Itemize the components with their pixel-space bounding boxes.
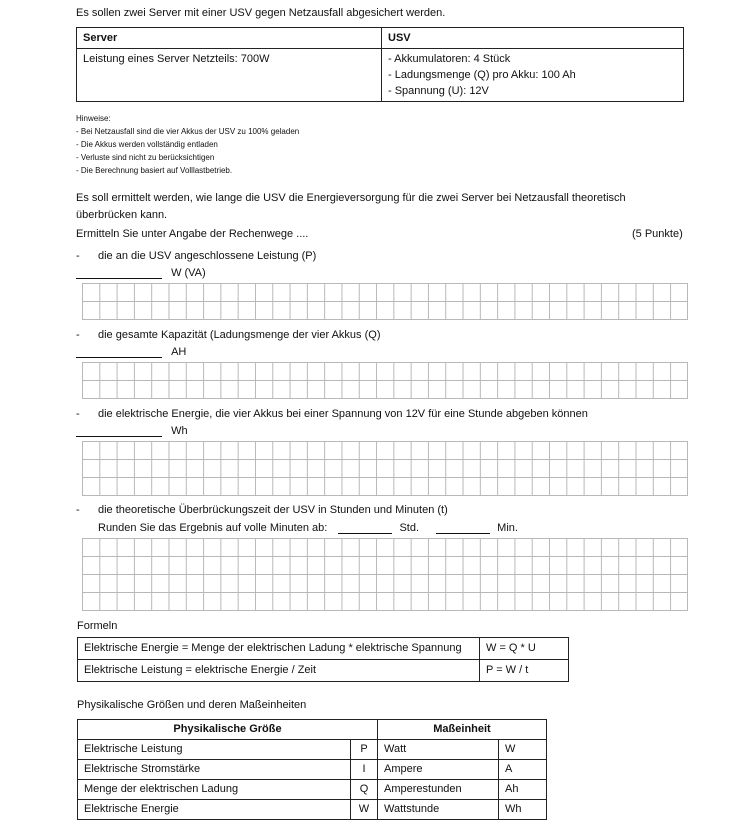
hints-title: Hinweise: bbox=[76, 114, 111, 123]
hint-item: - Verluste sind nicht zu berücksichtigen bbox=[76, 153, 215, 162]
units-table bbox=[77, 719, 547, 820]
task-line: Es soll ermittelt werden, wie lange die USV die Energieversorgung für die zwei Server bei Netzausfall theoretisch bbox=[76, 192, 626, 204]
table-row bbox=[78, 760, 547, 780]
quantity-name: Elektrische Energie bbox=[78, 800, 351, 820]
quantity-name: Elektrische Leistung bbox=[78, 740, 351, 760]
formula: W = Q * U bbox=[480, 638, 569, 660]
answer-line-4 bbox=[98, 522, 518, 534]
unit-label: W (VA) bbox=[171, 267, 206, 279]
quantity-name: Menge der elektrischen Ladung bbox=[78, 780, 351, 800]
intro-text: Es sollen zwei Server mit einer USV gegen Netzausfall abgesichert werden. bbox=[76, 7, 446, 19]
unit-name: Ampere bbox=[378, 760, 499, 780]
points: (5 Punkte) bbox=[632, 228, 683, 240]
answer-grid-2[interactable] bbox=[82, 362, 688, 399]
header-unit: Maßeinheit bbox=[378, 720, 547, 740]
table-row bbox=[78, 780, 547, 800]
hint-item: - Bei Netzausfall sind die vier Akkus der USV zu 100% geladen bbox=[76, 127, 300, 136]
task-line: überbrücken kann. bbox=[76, 209, 168, 221]
unit-label: AH bbox=[171, 346, 187, 358]
quantity-symbol: P bbox=[351, 740, 378, 760]
table-row bbox=[78, 740, 547, 760]
server-cell: Leistung eines Server Netzteils: 700W bbox=[77, 49, 382, 102]
usv-cell bbox=[382, 49, 684, 102]
question-1-text: die an die USV angeschlossene Leistung (P) bbox=[98, 250, 317, 262]
instruction: Ermitteln Sie unter Angabe der Rechenwege .... bbox=[76, 228, 309, 240]
quantity-name: Elektrische Stromstärke bbox=[78, 760, 351, 780]
question-4-text: die theoretische Überbrückungszeit der USV in Stunden und Minuten (t) bbox=[98, 504, 448, 516]
unit-symbol: A bbox=[499, 760, 547, 780]
question-3-text: die elektrische Energie, die vier Akkus bei einer Spannung von 12V für eine Stunde abgeben können bbox=[98, 408, 588, 420]
formula-text: Elektrische Leistung = elektrische Energie / Zeit bbox=[78, 660, 480, 682]
usv-line: - Akkumulatoren: 4 Stück bbox=[388, 53, 511, 65]
question-2-text: die gesamte Kapazität (Ladungsmenge der vier Akkus (Q) bbox=[98, 329, 381, 341]
answer-blank[interactable] bbox=[76, 346, 162, 358]
answer-blank[interactable] bbox=[76, 267, 162, 279]
server-usv-table bbox=[76, 27, 684, 102]
quantity-symbol: I bbox=[351, 760, 378, 780]
minutes-blank[interactable] bbox=[436, 522, 490, 534]
usv-line: - Ladungsmenge (Q) pro Akku: 100 Ah bbox=[388, 69, 576, 81]
task-text bbox=[76, 190, 626, 224]
answer-line-2 bbox=[76, 346, 186, 358]
units-title: Physikalische Größen und deren Maßeinheiten bbox=[77, 699, 307, 711]
round-text: Runden Sie das Ergebnis auf volle Minuten ab: bbox=[98, 522, 328, 534]
formulas-table bbox=[77, 637, 569, 682]
unit-symbol: Wh bbox=[499, 800, 547, 820]
question-3-dash: - bbox=[76, 408, 80, 420]
answer-line-1 bbox=[76, 267, 206, 279]
usv-line: - Spannung (U): 12V bbox=[388, 85, 489, 97]
unit-symbol: Ah bbox=[499, 780, 547, 800]
question-1-dash: - bbox=[76, 250, 80, 262]
header-usv: USV bbox=[382, 28, 684, 49]
question-4-dash: - bbox=[76, 504, 80, 516]
question-2-dash: - bbox=[76, 329, 80, 341]
header-server: Server bbox=[77, 28, 382, 49]
unit-label: Wh bbox=[171, 425, 188, 437]
unit-name: Watt bbox=[378, 740, 499, 760]
hours-blank[interactable] bbox=[338, 522, 392, 534]
answer-grid-1[interactable] bbox=[82, 283, 688, 320]
answer-line-3 bbox=[76, 425, 188, 437]
quantity-symbol: Q bbox=[351, 780, 378, 800]
hours-unit: Std. bbox=[399, 522, 420, 534]
formula: P = W / t bbox=[480, 660, 569, 682]
quantity-symbol: W bbox=[351, 800, 378, 820]
formulas-title: Formeln bbox=[77, 620, 118, 632]
unit-name: Amperestunden bbox=[378, 780, 499, 800]
hint-item: - Die Akkus werden vollständig entladen bbox=[76, 140, 218, 149]
hints bbox=[76, 112, 299, 177]
unit-symbol: W bbox=[499, 740, 547, 760]
answer-blank[interactable] bbox=[76, 425, 162, 437]
unit-name: Wattstunde bbox=[378, 800, 499, 820]
formula-text: Elektrische Energie = Menge der elektrischen Ladung * elektrische Spannung bbox=[78, 638, 480, 660]
answer-grid-4[interactable] bbox=[82, 538, 688, 611]
minutes-unit: Min. bbox=[497, 522, 518, 534]
table-row bbox=[78, 800, 547, 820]
answer-grid-3[interactable] bbox=[82, 441, 688, 496]
header-quantity: Physikalische Größe bbox=[78, 720, 378, 740]
hint-item: - Die Berechnung basiert auf Volllastbetrieb. bbox=[76, 166, 233, 175]
